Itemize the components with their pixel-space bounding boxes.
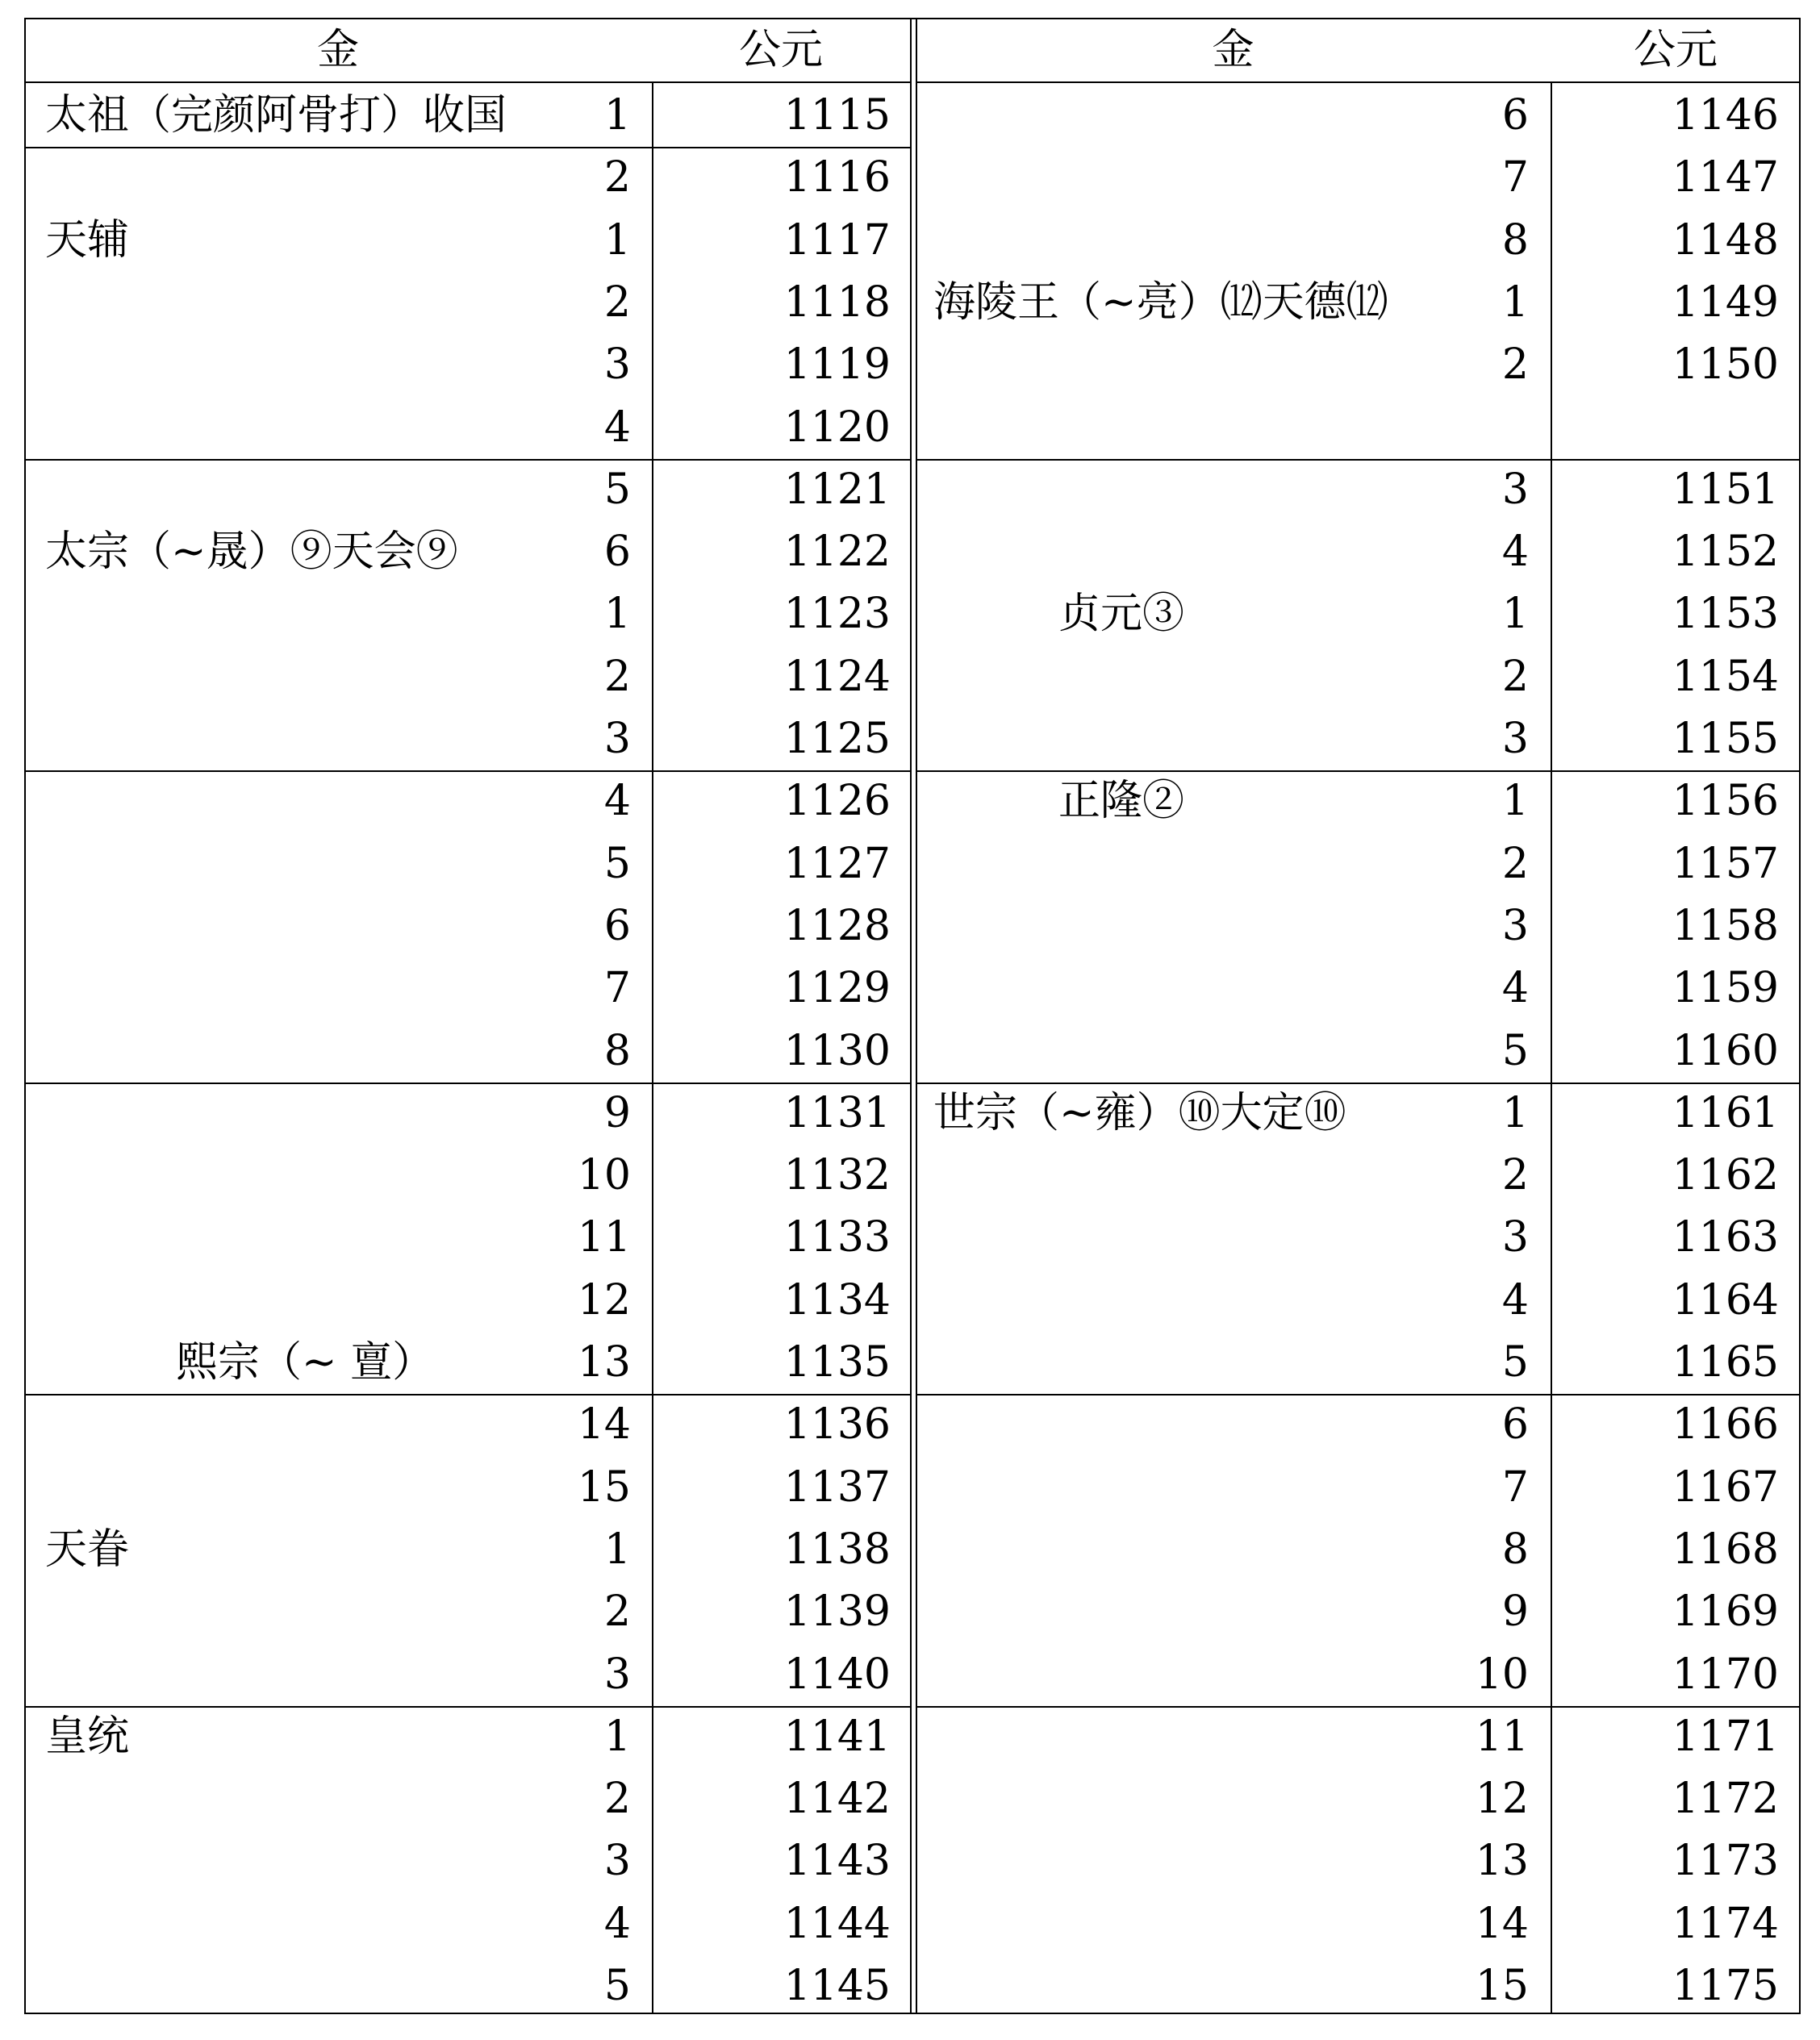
era-year-number: 2: [1501, 1151, 1529, 1200]
era-year-number: 5: [603, 839, 631, 888]
era-label: 天眷: [45, 1525, 130, 1574]
era-label: 世宗（~雍）⑩大定⑩: [933, 1088, 1346, 1137]
ce-year: 1135: [783, 1338, 891, 1387]
ce-year: 1134: [783, 1275, 891, 1325]
era-year-number: 3: [1501, 1213, 1529, 1262]
ce-year: 1133: [783, 1213, 891, 1262]
era-year-number: 12: [1475, 1775, 1529, 1824]
era-year-number: 3: [1501, 465, 1529, 514]
ce-year: 1139: [783, 1587, 891, 1637]
ce-year: 1151: [1672, 465, 1779, 514]
era-year-number: 14: [577, 1400, 631, 1450]
header-rule: [916, 81, 1801, 83]
ce-year: 1141: [783, 1712, 891, 1761]
ce-year: 1146: [1672, 91, 1779, 140]
era-year-number: 2: [603, 652, 631, 701]
era-year-number: 10: [1475, 1650, 1529, 1699]
header-right-dynasty: 金: [1212, 25, 1254, 74]
era-year-number: 2: [1501, 652, 1529, 701]
era-year-number: 1: [603, 590, 631, 639]
era-year-number: 1: [603, 91, 631, 140]
ce-year: 1132: [783, 1151, 891, 1200]
era-year-number: 13: [1475, 1837, 1529, 1886]
era-year-number: 2: [1501, 839, 1529, 888]
era-label: 正隆②: [1058, 777, 1185, 826]
ce-year: 1138: [783, 1525, 891, 1574]
ce-year: 1156: [1672, 777, 1779, 826]
ce-year: 1130: [783, 1026, 891, 1075]
ce-year: 1148: [1672, 215, 1779, 265]
ce-year: 1123: [783, 590, 891, 639]
era-year-number: 4: [603, 777, 631, 826]
era-year-number: 4: [603, 1899, 631, 1948]
era-year-number: 6: [1501, 1400, 1529, 1450]
era-year-number: 3: [603, 715, 631, 763]
ce-year: 1159: [1672, 964, 1779, 1013]
ce-year: 1136: [783, 1400, 891, 1450]
ce-year: 1163: [1672, 1213, 1779, 1262]
ce-year: 1161: [1672, 1088, 1779, 1137]
ce-year: 1144: [783, 1899, 891, 1948]
era-year-number: 9: [1501, 1587, 1529, 1637]
era-year-number: 3: [1501, 715, 1529, 763]
ce-year: [1601, 397, 1779, 459]
ce-year: 1129: [783, 964, 891, 1013]
right-column-divider: [1551, 81, 1552, 2014]
era-year-number: 4: [1501, 528, 1529, 577]
era-label: 皇统: [45, 1712, 130, 1761]
ce-year: 1167: [1672, 1462, 1779, 1512]
era-year-number: 2: [603, 277, 631, 327]
header-right-ce: 公元: [1633, 25, 1718, 74]
era-year-number: 3: [603, 1837, 631, 1886]
ce-year: 1168: [1672, 1525, 1779, 1574]
ce-year: 1121: [783, 465, 891, 514]
era-year-number: 9: [603, 1088, 631, 1137]
era-year-number: 1: [603, 1525, 631, 1574]
era-year-number: 1: [1501, 1088, 1529, 1137]
era-year-number: 4: [1501, 964, 1529, 1013]
era-year-number: 7: [603, 964, 631, 1013]
era-year-number: 15: [1475, 1962, 1529, 2010]
ce-year: 1122: [783, 528, 891, 577]
ce-year: 1173: [1672, 1837, 1779, 1886]
era-year-number: [1400, 397, 1529, 459]
era-year-number: 7: [1501, 153, 1529, 202]
ce-year: 1150: [1672, 340, 1779, 390]
ce-year: 1128: [783, 901, 891, 950]
era-year-number: 7: [1501, 1462, 1529, 1512]
era-year-number: 5: [1501, 1026, 1529, 1075]
era-year-number: 13: [577, 1338, 631, 1387]
ce-year: 1143: [783, 1837, 891, 1886]
ce-year: 1126: [783, 777, 891, 826]
era-year-number: 6: [1501, 91, 1529, 140]
era-year-number: 6: [603, 901, 631, 950]
ce-year: 1119: [783, 340, 891, 390]
ce-year: 1155: [1672, 715, 1779, 763]
ce-year: 1154: [1672, 652, 1779, 701]
era-label: 海陵王（~亮）⑿天德⑿: [933, 277, 1388, 327]
ce-year: 1157: [1672, 839, 1779, 888]
era-year-number: 11: [1475, 1712, 1529, 1761]
era-label: 贞元③: [1058, 590, 1185, 639]
era-year-number: 11: [577, 1213, 631, 1262]
center-rule: [910, 18, 912, 2014]
ce-year: 1169: [1672, 1587, 1779, 1637]
ce-year: 1120: [783, 403, 891, 452]
ce-year: 1142: [783, 1775, 891, 1824]
ce-year: 1127: [783, 839, 891, 888]
ce-year: 1131: [783, 1088, 891, 1137]
ce-year: 1165: [1672, 1338, 1779, 1387]
era-year-number: 4: [603, 403, 631, 452]
ce-year: 1118: [783, 277, 891, 327]
era-label: 天辅: [45, 215, 130, 265]
left-column-divider: [652, 81, 653, 2014]
era-year-number: 1: [1501, 777, 1529, 826]
ce-year: 1170: [1672, 1650, 1779, 1699]
ce-year: 1124: [783, 652, 891, 701]
era-year-number: 1: [603, 215, 631, 265]
era-year-number: 2: [603, 153, 631, 202]
era-year-number: 6: [603, 528, 631, 577]
era-year-number: 1: [603, 1712, 631, 1761]
ce-year: 1175: [1672, 1962, 1779, 2010]
header-rule: [24, 81, 910, 83]
era-year-number: 8: [603, 1026, 631, 1075]
era-label: 太宗（~晟）⑨天会⑨: [45, 528, 458, 577]
era-label: 熙宗（~ 亶）: [176, 1338, 435, 1387]
ce-year: 1149: [1672, 277, 1779, 327]
header-left-dynasty: 金: [316, 25, 359, 74]
ce-year: 1158: [1672, 901, 1779, 950]
ce-year: 1147: [1672, 153, 1779, 202]
header-left-ce: 公元: [738, 25, 823, 74]
era-year-number: 5: [603, 465, 631, 514]
ce-year: 1166: [1672, 1400, 1779, 1450]
era-year-number: 15: [577, 1462, 631, 1512]
ce-year: 1140: [783, 1650, 891, 1699]
era-year-number: 10: [577, 1151, 631, 1200]
era-year-number: 8: [1501, 215, 1529, 265]
ce-year: 1153: [1672, 590, 1779, 639]
era-year-number: 3: [603, 1650, 631, 1699]
ce-year: 1117: [783, 215, 891, 265]
era-year-number: 1: [1501, 277, 1529, 327]
ce-year: 1145: [783, 1962, 891, 2010]
center-rule: [916, 18, 917, 2014]
ce-year: 1171: [1672, 1712, 1779, 1761]
ce-year: 1116: [783, 153, 891, 202]
ce-year: 1162: [1672, 1151, 1779, 1200]
era-year-number: 2: [603, 1775, 631, 1824]
era-label: 太祖（完颜阿骨打）收国: [45, 91, 507, 140]
era-year-number: 5: [1501, 1338, 1529, 1387]
era-year-number: 4: [1501, 1275, 1529, 1325]
ce-year: 1160: [1672, 1026, 1779, 1075]
era-year-number: 2: [603, 1587, 631, 1637]
era-year-number: 3: [1501, 901, 1529, 950]
ce-year: 1174: [1672, 1899, 1779, 1948]
era-year-number: 8: [1501, 1525, 1529, 1574]
era-year-number: 2: [1501, 340, 1529, 390]
era-year-number: 1: [1501, 590, 1529, 639]
era-year-number: 3: [603, 340, 631, 390]
ce-year: 1115: [783, 91, 891, 140]
ce-year: 1125: [783, 715, 891, 763]
era-year-number: 14: [1475, 1899, 1529, 1948]
ce-year: 1137: [783, 1462, 891, 1512]
ce-year: 1172: [1672, 1775, 1779, 1824]
ce-year: 1152: [1672, 528, 1779, 577]
ce-year: 1164: [1672, 1275, 1779, 1325]
era-year-number: 12: [577, 1275, 631, 1325]
era-year-number: 5: [603, 1962, 631, 2010]
table-frame: [24, 18, 1801, 2014]
